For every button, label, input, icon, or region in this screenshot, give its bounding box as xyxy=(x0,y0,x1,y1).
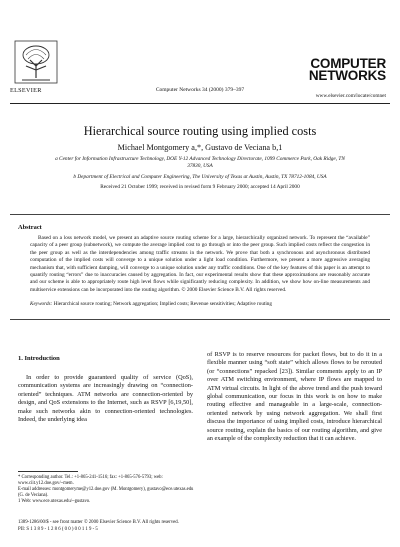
article-title: Hierarchical source routing using implied costs xyxy=(83,124,317,138)
abstract-top-rule xyxy=(10,214,390,215)
footnote-corresponding: * Corresponding author. Tel.: +1-865-241-1516; fax: +1-865-576-5793; web: www.ciit.y12.doe.gov/~mem. xyxy=(18,475,163,486)
abstract-text: Based on a loss network model, we present an adaptive source routing scheme for a large, hierarchically organized network. To represent the “available” capacity of a peer group (subnetwork), we compute the average implied cost to go through or into the peer group. Such implied costs reflect the congestion in the peer group as well as the interdependencies among traffic streams in the network. We prove that both a synchronous and asynchronous distributed computation of the implied costs will converge to a unique solution under a light load condition. Furthermore, we present a more aggressive averaging mechanism that, with sufficient damping, will converge to a unique solution under any traffic conditions. One of the key features of this paper is an attempt to quantify routing “errors” due to inaccuracies caused by aggregation. In fact, our experimental results show that these approximations are reasonably accurate and our scheme is able to appropriately route high level flows while significantly reducing complexity. In addition, we show how on-line measurements and multiservice extensions can be incorporated into the routing algorithm. © 2000 Elsevier Science B.V. All rights reserved. xyxy=(30,235,370,293)
abstract-bottom-rule xyxy=(10,319,390,320)
keywords xyxy=(30,301,370,307)
elsevier-tree-logo-icon xyxy=(14,40,58,84)
keywords-label: Keywords: xyxy=(30,301,53,307)
brand-line-2: NETWORKS xyxy=(308,68,386,83)
abstract-heading: Abstract xyxy=(18,224,42,231)
header-rule xyxy=(10,103,390,104)
journal-brand xyxy=(309,58,386,82)
brand-line-1: COMPUTER xyxy=(310,56,386,71)
footnote-rule xyxy=(18,471,78,472)
copyright-line: 1389-1286/00/$ - see front matter © 2000 Elsevier Science B.V. All rights reserved. xyxy=(18,520,179,525)
footnotes xyxy=(18,475,196,505)
pii-line: PII: S 1 3 8 9 - 1 2 8 6 ( 0 0 ) 0 0 1 1 9 - 5 xyxy=(18,526,98,532)
footnote-email: E-mail addresses: montgomeryme@y12.doe.gov (M. Montgomery), gustavo@ece.utexas.edu (G. de Veciana). xyxy=(18,487,194,498)
intro-right-paragraph: of RSVP is to reserve resources for packet flows, but to do it in a flexible manner using “soft state” which allows flows to be rerouted (or “connections” repacked [23]). Similar comments apply to an IP over ATM switching environment, where IP flows are mapped to ATM virtual circuits. In light of the above trend and the push toward global communication, our focus in this work is on how to make routing effective and manageable in a large-scale, connection-oriented network by using network aggregation. We shall first discuss the importance of using implied costs, introduce hierarchical source routing, explain the basics of our routing algorithm, and give an example of the complexity reduction that it can achieve. xyxy=(207,351,382,443)
affiliation-b: b Department of Electrical and Computer Engineering, The University of Texas at Austin, Austin, TX 78712-1084, USA xyxy=(73,174,327,180)
footnote-web: 1 Web: www.ece.utexas.edu/~gustavo. xyxy=(18,499,91,504)
intro-left-paragraph: In order to provide guaranteed quality of service (QoS), communication systems are increasingly drawing on “connection-oriented” techniques. ATM networks are connection-oriented by design, and QoS extensions to the Internet, such as RSVP [6,19,50], make such networks akin to connection-oriented technologies. Indeed, the underlying idea xyxy=(18,374,193,424)
article-authors: Michael Montgomery a,*, Gustavo de Veciana b,1 xyxy=(117,143,283,152)
keywords-list: Hierarchical source routing; Network aggregation; Implied costs; Revenue sensitivities; Adaptive routing xyxy=(53,301,272,307)
section-heading: 1. Introduction xyxy=(18,355,60,362)
received-dates: Received 21 October 1999; received in revised form 9 February 2000; accepted 14 April 2000 xyxy=(100,184,300,190)
journal-url[interactable]: www.elsevier.com/locate/comnet xyxy=(315,93,386,99)
journal-reference: Computer Networks 34 (2000) 379–397 xyxy=(155,87,245,93)
affiliation-a: a Center for Information Infrastructure Technology, DOE Y-12 Advanced Technology Directorate, 1099 Commerce Park, Oak Ridge, TN 37830, USA xyxy=(55,156,345,169)
copyright-block xyxy=(18,520,278,533)
publisher-name: ELSEVIER xyxy=(10,87,42,94)
